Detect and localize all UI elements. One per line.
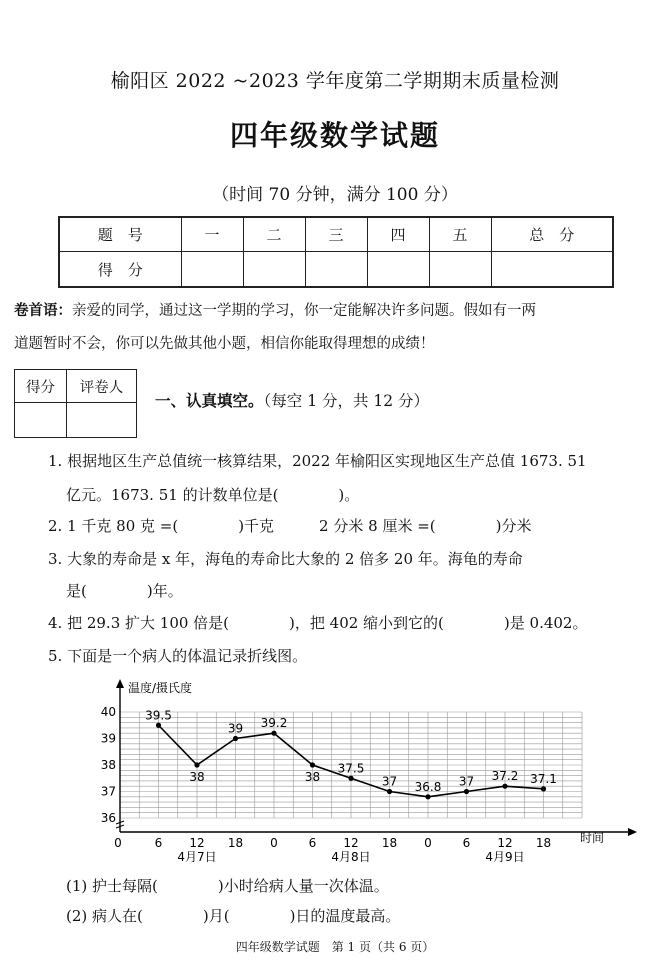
- data-label: 37.1: [530, 771, 557, 786]
- section-heading: [155, 389, 429, 411]
- data-point: [502, 784, 507, 789]
- x-tick-label: 0: [270, 836, 278, 850]
- question-3-line2: 是( )年。: [66, 582, 183, 600]
- score-cell[interactable]: [305, 252, 367, 288]
- question-2: 2. 1 千克 80 克 =( )千克 2 分米 8 厘米 =( )分米: [48, 517, 532, 535]
- exam-title: 四年级数学试题: [229, 119, 440, 152]
- day-label: 4月8日: [331, 850, 371, 864]
- question-1-line2: 亿元。1673. 51 的计数单位是( )。: [66, 486, 360, 504]
- grader-score-cell[interactable]: [15, 403, 67, 438]
- data-label: 37.2: [491, 769, 519, 784]
- score-header-cell: 一: [181, 217, 243, 252]
- section-title: 一、认真填空。: [155, 391, 264, 410]
- x-axis-label: 时间: [580, 831, 605, 845]
- data-label: 36.8: [414, 779, 442, 794]
- grader-name-label: 评卷人: [67, 370, 137, 403]
- score-cell[interactable]: [181, 252, 243, 288]
- data-label: 37.5: [337, 761, 365, 776]
- x-tick-label: 12: [343, 836, 359, 850]
- page-footer: 四年级数学试题 第 1 页（共 6 页）: [235, 940, 435, 954]
- data-label: 38: [304, 770, 321, 784]
- score-cell[interactable]: [491, 252, 613, 288]
- y-tick-label: 39: [100, 731, 116, 746]
- score-cell[interactable]: [243, 252, 305, 288]
- data-point: [425, 794, 430, 799]
- y-tick-label: 37: [100, 784, 116, 799]
- foreword-line1: 亲爱的同学，通过这一学期的学习，你一定能解决许多问题。假如有一两: [72, 303, 536, 319]
- data-label: 38: [189, 770, 205, 784]
- x-tick-label: 6: [308, 836, 317, 850]
- data-point: [310, 762, 315, 767]
- question-3-line1: 3. 大象的寿命是 x 年，海龟的寿命比大象的 2 倍多 20 年。海龟的寿命: [48, 550, 523, 568]
- y-tick-label: 40: [100, 705, 116, 719]
- score-row-label: 得 分: [59, 252, 181, 288]
- data-point: [194, 762, 199, 767]
- day-label: 4月9日: [485, 850, 525, 864]
- y-tick-label: 38: [100, 758, 116, 772]
- data-point: [271, 731, 276, 736]
- question-5: 5. 下面是一个病人的体温记录折线图。: [48, 647, 308, 665]
- score-header-cell: 二: [243, 217, 305, 252]
- score-cell[interactable]: [367, 252, 429, 288]
- grader-score-label: 得分: [15, 370, 67, 403]
- data-label: 39.2: [260, 716, 288, 731]
- score-cell[interactable]: [429, 252, 491, 288]
- data-point: [156, 723, 161, 728]
- x-tick-label: 18: [227, 836, 244, 850]
- question-1-line1: 1. 根据地区生产总值统一核算结果，2022 年榆阳区实现地区生产总值 1673. 51: [48, 452, 587, 470]
- data-point: [348, 776, 353, 781]
- x-tick-label: 0: [114, 836, 122, 850]
- score-header-cell: 题 号: [59, 217, 181, 252]
- data-label: 37: [458, 774, 475, 789]
- question-4: 4. 把 29.3 扩大 100 倍是( )，把 402 缩小到它的( )是 0.402。: [48, 614, 588, 632]
- temperature-line-chart: [100, 676, 640, 866]
- y-tick-label: 36: [100, 811, 116, 825]
- exam-subtitle: （时间 70 分钟，满分 100 分）: [212, 185, 458, 205]
- grader-name-cell[interactable]: [67, 403, 137, 438]
- data-label: 37: [381, 774, 398, 789]
- chart-ticks: [101, 705, 551, 864]
- question-5-sub1: (1) 护士每隔( )小时给病人量一次体温。: [66, 877, 389, 895]
- section-note: （每空 1 分，共 12 分）: [263, 392, 430, 410]
- x-tick-label: 18: [535, 836, 552, 850]
- x-tick-label: 0: [424, 836, 432, 850]
- grader-table: [14, 369, 137, 438]
- exam-header: 榆阳区 2022 ~2023 学年度第二学期期末质量检测: [110, 70, 560, 92]
- x-tick-label: 18: [381, 836, 398, 850]
- foreword-line2: 道题暂时不会，你可以先做其他小题，相信你能取得理想的成绩！: [14, 336, 435, 352]
- data-label: 39: [227, 721, 244, 736]
- day-label: 4月7日: [177, 850, 217, 864]
- foreword-label: 卷首语：: [14, 302, 72, 319]
- question-5-sub2: (2) 病人在( )月( )日的温度最高。: [66, 907, 401, 925]
- y-axis-label: 温度/摄氏度: [128, 681, 193, 695]
- score-table: [58, 216, 614, 288]
- x-tick-label: 6: [154, 836, 163, 850]
- x-tick-label: 12: [189, 836, 205, 850]
- data-point: [464, 789, 469, 794]
- score-header-cell: 四: [367, 217, 429, 252]
- x-tick-label: 12: [497, 836, 513, 850]
- x-tick-label: 6: [462, 836, 471, 850]
- data-point: [541, 786, 546, 791]
- score-header-cell: 五: [429, 217, 491, 252]
- data-point: [387, 789, 392, 794]
- data-point: [233, 736, 238, 741]
- data-label: 39.5: [145, 708, 172, 723]
- score-header-cell: 三: [305, 217, 367, 252]
- foreword: [14, 294, 654, 361]
- x-axis-arrow: [628, 828, 637, 836]
- y-axis-arrow: [116, 679, 124, 688]
- score-header-cell: 总 分: [491, 217, 613, 252]
